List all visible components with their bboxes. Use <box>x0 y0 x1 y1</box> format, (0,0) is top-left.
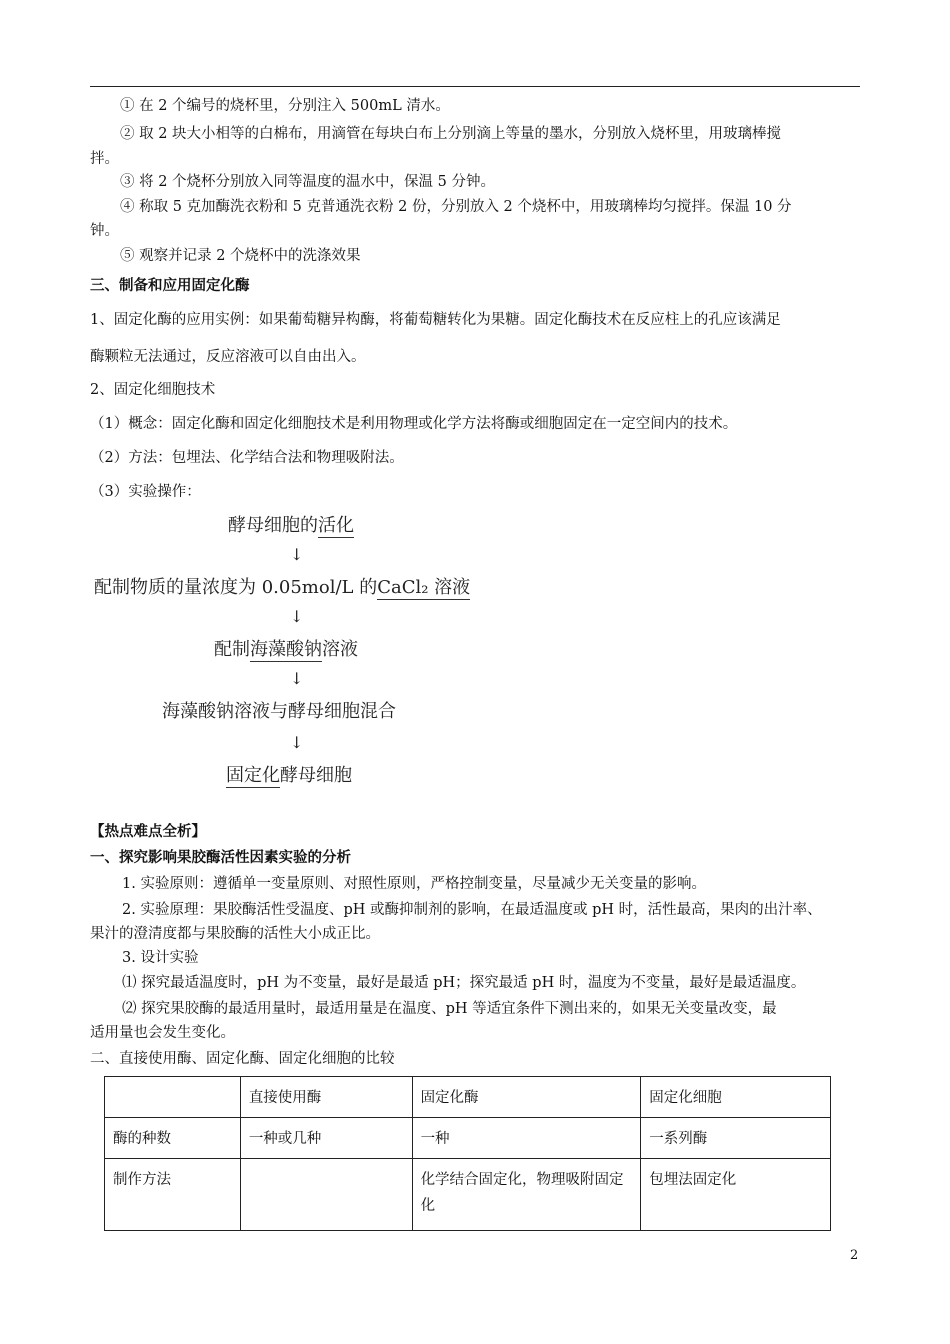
table-header-cell: 固定化酶 <box>412 1077 641 1118</box>
flow-arrow-4: ↓ <box>290 733 304 752</box>
comparison-table <box>104 1076 831 1231</box>
flow-step-2 <box>94 576 470 600</box>
flow-step-3-c: 溶液 <box>322 639 358 660</box>
flow-step-3-b: 海藻酸钠 <box>250 639 322 660</box>
flow-step-5 <box>226 764 352 788</box>
step-1: ① 在 2 个编号的烧杯里，分别注入 500mL 清水。 <box>120 98 450 114</box>
table-cell: 一系列酶 <box>641 1118 831 1159</box>
step-4-cont: 钟。 <box>90 223 119 239</box>
step-2-cont: 拌。 <box>90 151 119 167</box>
table-cell: 化学结合固定化，物理吸附固定化 <box>412 1159 641 1231</box>
table-row <box>105 1118 831 1159</box>
item1-line2: 酶颗粒无法通过，反应溶液可以自由出入。 <box>90 349 366 365</box>
flow-arrow-2: ↓ <box>290 607 304 626</box>
table-header-cell: 固定化细胞 <box>641 1077 831 1118</box>
flow-step-1 <box>228 514 354 538</box>
header-rule <box>90 86 860 87</box>
table-cell: 包埋法固定化 <box>641 1159 831 1231</box>
hotspot-heading: 【热点难点全析】 <box>90 823 206 840</box>
table-cell <box>240 1159 412 1231</box>
table-header-row <box>105 1077 831 1118</box>
table-header-cell: 直接使用酶 <box>240 1077 412 1118</box>
step-5: ⑤ 观察并记录 2 个烧杯中的洗涤效果 <box>120 248 361 264</box>
page-number: 2 <box>850 1248 859 1263</box>
item2: 2、固定化细胞技术 <box>90 382 216 398</box>
flow-step-1-a: 酵母细胞的 <box>228 515 318 536</box>
hotspot-p3-2-line1: ⑵ 探究果胶酶的最适用量时，最适用量是在温度、pH 等适宜条件下测出来的，如果无关变量改变，最 <box>122 1001 777 1017</box>
hotspot-sec1-heading: 一、探究影响果胶酶活性因素实验的分析 <box>90 849 351 866</box>
hotspot-sec2-heading: 二、直接使用酶、固定化酶、固定化细胞的比较 <box>90 1051 395 1067</box>
hotspot-p1: 1. 实验原则：遵循单一变量原则、对照性原则，严格控制变量，尽量减少无关变量的影响。 <box>122 876 706 892</box>
flow-step-2-a: 配制物质的量浓度为 0.05mol/L 的 <box>94 577 378 598</box>
step-3: ③ 将 2 个烧杯分别放入同等温度的温水中，保温 5 分钟。 <box>120 174 495 190</box>
hotspot-p2-line2: 果汁的澄清度都与果胶酶的活性大小成正比。 <box>90 926 380 942</box>
table-header-cell <box>105 1077 241 1118</box>
hotspot-p3-1: ⑴ 探究最适温度时，pH 为不变量，最好是最适 pH；探究最适 pH 时，温度为不变量，最好是最适温度。 <box>122 975 806 991</box>
step-2: ② 取 2 块大小相等的白棉布，用滴管在每块白布上分别滴上等量的墨水，分别放入烧杯里，用玻璃棒搅 <box>120 126 782 142</box>
flow-arrow-1: ↓ <box>290 545 304 564</box>
table-cell: 制作方法 <box>105 1159 241 1231</box>
step-4: ④ 称取 5 克加酶洗衣粉和 5 克普通洗衣粉 2 份，分别放入 2 个烧杯中，用玻璃棒均匀搅拌。保温 10 分 <box>120 199 792 215</box>
flow-step-3-a: 配制 <box>214 639 250 660</box>
table-row <box>105 1159 831 1231</box>
operation: （3）实验操作： <box>90 484 201 500</box>
flow-arrow-3: ↓ <box>290 669 304 688</box>
flow-step-3 <box>214 638 358 662</box>
table-cell: 一种 <box>412 1118 641 1159</box>
flow-step-4: 海藻酸钠溶液与酵母细胞混合 <box>162 701 396 722</box>
table-cell: 一种或几种 <box>240 1118 412 1159</box>
table-cell: 酶的种数 <box>105 1118 241 1159</box>
item1-line1: 1、固定化酶的应用实例：如果葡萄糖异构酶，将葡萄糖转化为果糖。固定化酶技术在反应柱上的孔应该满足 <box>90 312 781 328</box>
flow-step-1-b: 活化 <box>318 515 354 536</box>
hotspot-p3-2-line2: 适用量也会发生变化。 <box>90 1025 235 1041</box>
hotspot-p2-line1: 2. 实验原理：果胶酶活性受温度、pH 或酶抑制剂的影响，在最适温度或 pH 时，活性最高，果肉的出汁率、 <box>122 902 822 918</box>
flow-step-2-b: CaCl₂ 溶液 <box>377 577 471 598</box>
method: （2）方法：包埋法、化学结合法和物理吸附法。 <box>90 450 404 466</box>
flow-step-5-b: 酵母细胞 <box>280 765 352 786</box>
hotspot-p3: 3. 设计实验 <box>122 950 199 966</box>
flow-step-5-a: 固定化 <box>226 765 280 786</box>
section3-heading: 三、制备和应用固定化酶 <box>90 277 250 294</box>
concept: （1）概念：固定化酶和固定化细胞技术是利用物理或化学方法将酶或细胞固定在一定空间内的技术。 <box>90 416 738 432</box>
